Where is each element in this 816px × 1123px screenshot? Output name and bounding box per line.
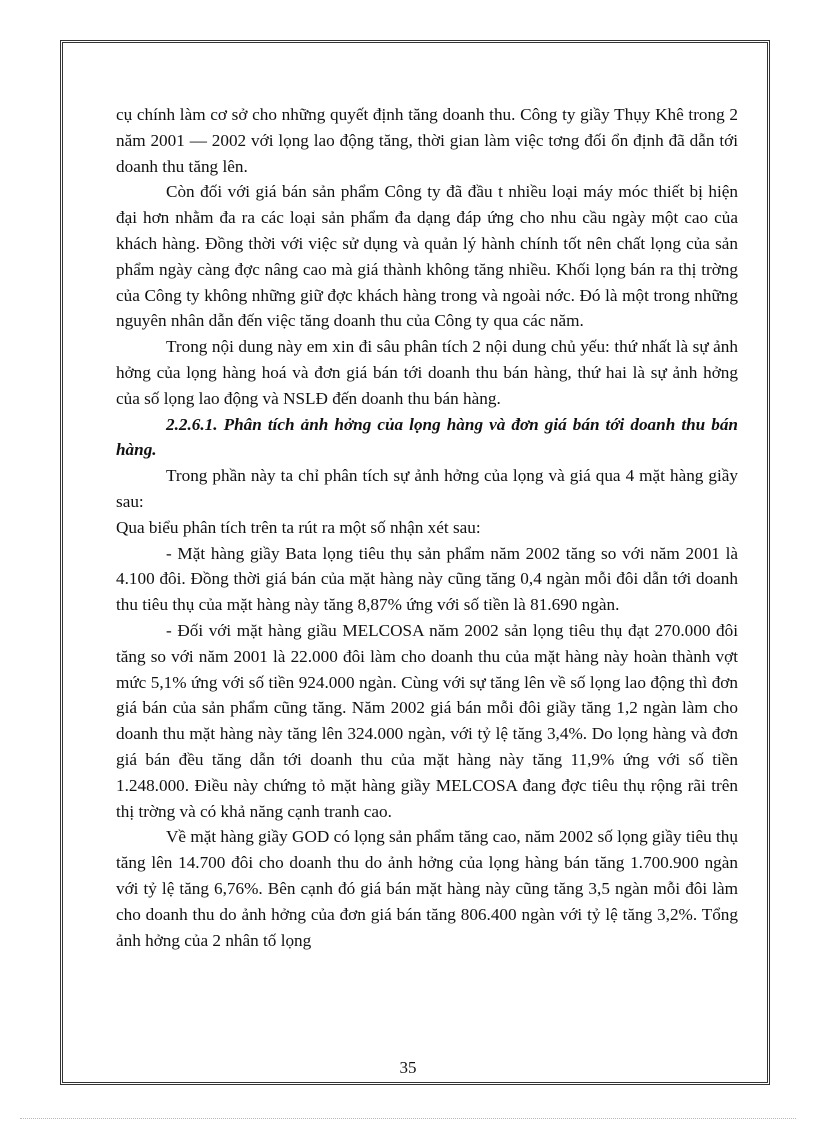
bottom-divider: [20, 1118, 796, 1119]
paragraph: Còn đối với giá bán sản phẩm Công ty đã đầu t nhiều loại máy móc thiết bị hiện đại hơn nhằm đa ra các loại sản phẩm đa dạng đáp ứng cho nhu cầu ngày một cao của khách hàng. Đồng thời với việc sử dụng và quản lý hành chính tốt nên chất lọng của sản phẩm ngày càng đợc nâng cao mà giá thành không tăng nhiều. Khối lọng bán ra thị trờng của Công ty không những giữ đợc khách hàng trong và ngoài nớc. Đó là một trong những nguyên nhân dẫn đến việc tăng doanh thu của Công ty qua các năm.: [116, 182, 738, 331]
section-heading: 2.2.6.1. Phân tích ảnh hởng của lọng hàng và đơn giá bán tới doanh thu bán hàng.: [116, 414, 738, 460]
page-number: 35: [399, 1058, 417, 1077]
document-body: [116, 102, 738, 953]
paragraph: cụ chính làm cơ sở cho những quyết định tăng doanh thu. Công ty giầy Thụy Khê trong 2 năm 2001 — 2002 với lọng lao động tăng, thời gian làm việc tơng đối ổn định đã dẫn tới doanh thu tăng lên.: [116, 105, 738, 176]
paragraph: Về mặt hàng giầy GOD có lọng sản phẩm tăng cao, năm 2002 số lọng giầy tiêu thụ tăng lên 14.700 đôi cho doanh thu do ảnh hởng của lọng hàng bán tăng 1.700.900 ngàn với tỷ lệ tăng 6,76%. Bên cạnh đó giá bán mặt hàng này cũng tăng 3,5 ngàn mỗi đôi làm cho doanh thu do ảnh hởng của đơn giá bán tăng 806.400 ngàn với tỷ lệ tăng 3,2%. Tổng ảnh hởng của 2 nhân tố lọng: [116, 827, 738, 950]
paragraph: Qua biểu phân tích trên ta rút ra một số nhận xét sau:: [116, 517, 481, 537]
paragraph: - Đối với mặt hàng giầu MELCOSA năm 2002 sản lọng tiêu thụ đạt 270.000 đôi tăng so với năm 2001 là 22.000 đôi làm cho doanh thu của mặt hàng này hoàn thành vợt mức 5,1% ứng với số tiền 924.000 ngàn. Cùng với sự tăng lên về số lọng lao động thì đơn giá bán của sản phẩm cũng tăng. Năm 2002 giá bán mỗi đôi giầy tăng 1,2 ngàn làm cho doanh thu mặt hàng này tăng lên 324.000 ngàn, với tỷ lệ tăng 3,4%. Do lọng hàng và đơn giá bán đều tăng dẫn tới doanh thu của mặt hàng này tăng 11,9% ứng với số tiền 1.248.000. Điều này chứng tỏ mặt hàng giầy MELCOSA đang đợc tiêu thụ rộng rãi trên thị trờng và có khả năng cạnh tranh cao.: [116, 620, 738, 821]
paragraph: Trong nội dung này em xin đi sâu phân tích 2 nội dung chủ yếu: thứ nhất là sự ảnh hởng của lọng hàng hoá và đơn giá bán tới doanh thu bán hàng, thứ hai là sự ảnh hởng của số lọng lao động và NSLĐ đến doanh thu bán hàng.: [116, 337, 738, 408]
paragraph: - Mặt hàng giầy Bata lọng tiêu thụ sản phẩm năm 2002 tăng so với năm 2001 là 4.100 đôi. Đồng thời giá bán của mặt hàng này cũng tăng 0,4 ngàn mỗi đôi dẫn tới doanh thu tiêu thụ của mặt hàng này tăng 8,87% ứng với số tiền là 81.690 ngàn.: [116, 543, 738, 615]
paragraph: Trong phần này ta chỉ phân tích sự ảnh hởng của lọng và giá qua 4 mặt hàng giầy sau:: [116, 466, 738, 511]
